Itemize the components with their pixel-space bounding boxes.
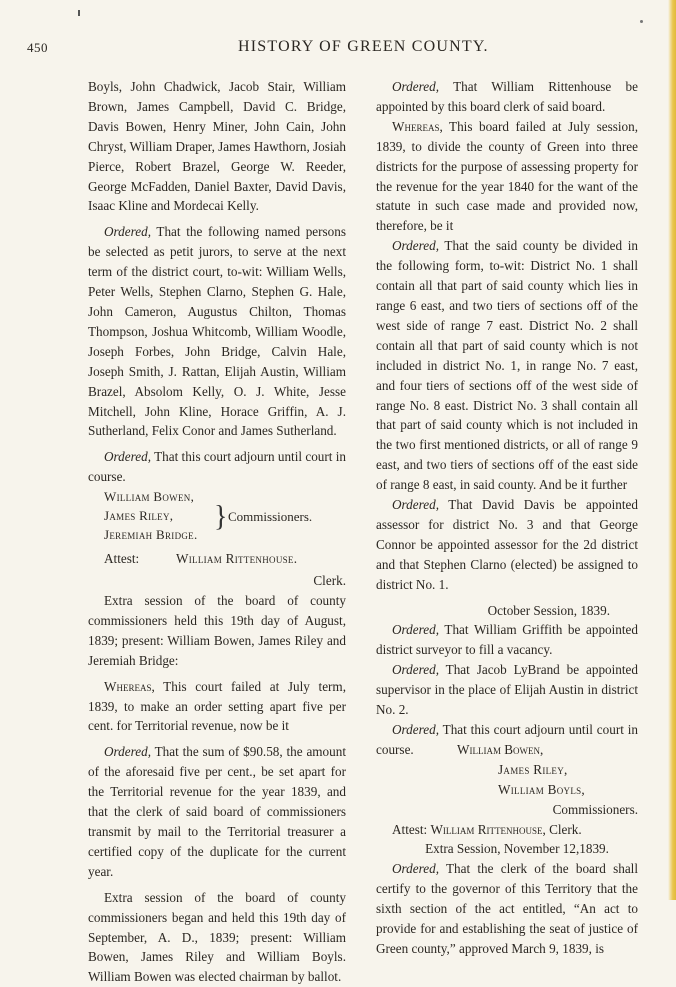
paragraph	[376, 859, 638, 959]
ordered-lead: Ordered,	[104, 449, 151, 465]
paragraph-text: That this court adjourn until court in course.	[88, 449, 346, 485]
attest-title: Clerk.	[549, 821, 582, 837]
attest-line	[88, 549, 346, 571]
ordered-lead: Ordered,	[392, 722, 439, 737]
ordered-lead: Ordered,	[392, 662, 439, 678]
paragraph: Extra session of the board of county commissioners began and held this 19th day of September, A. D., 1839; present: William Bowen, James Riley and William Boyls. William Bowen was elected chairman by ballot.	[88, 889, 346, 985]
paragraph-text: That William Griffith be appointed district surveyor to fill a vacancy.	[376, 622, 638, 658]
paragraph: Boyls, John Chadwick, Jacob Stair, William Brown, James Campbell, David C. Bridge, Davis Bowen, Henry Miner, John Cain, John Chryst, William Draper, James Hawthorn, Josiah Pierce, Robert Brazel, George W. Reeder, George McFadden, Daniel Baxter, David Davis, Isaac Kline and Mordecai Kelly.	[88, 79, 347, 214]
commissioners-signature	[88, 487, 346, 549]
attest-title: Clerk.	[313, 573, 346, 589]
whereas-lead: Whereas,	[392, 118, 443, 134]
print-speck	[640, 20, 643, 23]
ordered-lead: Ordered,	[392, 622, 439, 638]
session-heading: October Session, 1839.	[487, 602, 610, 618]
signatory-name: James Riley,	[104, 508, 174, 524]
ordered-lead: Ordered,	[104, 224, 151, 240]
signatory-name: William Boyls,	[498, 781, 586, 797]
page-number: 450	[27, 40, 48, 55]
attest-label: Attest:	[104, 551, 140, 567]
paragraph-text: This board failed at July session, 1839, to divide the county of Green into three districts for the purpose of assessing property for the revenue for the year 1840 for the want of the statute in such case made and provided now, therefore, be it	[376, 118, 638, 234]
signatory-role: Commissioners.	[228, 509, 313, 525]
signatory-role: Commissioners.	[552, 801, 638, 817]
signatory-name: Jeremiah Bridge.	[104, 527, 198, 543]
paragraph-text: That the clerk of the board shall certify to the governor of this Territory that the sixth section of the act entitled, “An act to provide for and establishing the seat of justice of Green county,” approved March 9, 1839, is	[376, 861, 639, 956]
paragraph	[376, 720, 638, 760]
paragraph-text: That the following named persons be selected as petit jurors, to serve at the next term of the district court, to-wit: William Wells, Peter Wells, Stephen Clarno, Stephen G. Hale, John Cameron, Augustus Chilton, Thomas Thompson, Joshua Whitcomb, William Woodle, Joseph Forbes, John Bridge, Calvin Hale, Joseph Smith, J. Rattan, Elijah Austin, William Brazel, Absolom Kelly, O. J. White, Jesse Mitchell, John Kline, Horace Griffin, A. J. Sutherland, Felix Conor and James Sutherland.	[88, 224, 346, 439]
right-column	[376, 77, 638, 959]
paragraph-text: That Jacob LyBrand be appointed supervisor in the place of Elijah Austin in district No. 2.	[376, 662, 638, 718]
signatory-name: William Bowen,	[457, 741, 544, 757]
paragraph-text: This court failed at July term, 1839, to make an order setting apart five per cent. for Territorial revenue, now be it	[88, 678, 346, 734]
paragraph	[376, 660, 638, 720]
paragraph	[88, 677, 346, 737]
paragraph-text: That the sum of $90.58, the amount of the aforesaid five per cent., be set apart for the Territorial revenue for the year 1839, and that the clerk of said board of commissioners transmit by mail to the Territorial treasurer a certified copy of the duplicate for the current year.	[88, 744, 346, 879]
paragraph	[88, 222, 346, 441]
paragraph	[88, 742, 346, 881]
signatory-name: William Bowen,	[104, 489, 195, 505]
paragraph-text: That this court adjourn until court in course.	[376, 722, 638, 757]
paragraph	[376, 495, 638, 595]
paragraph-text: That David Davis be appointed assessor for district No. 3 and that George Connor be appointed assessor for the 2d district and that Stephen Clarno (elected) be assigned to district No. 1.	[376, 497, 638, 592]
ordered-lead: Ordered,	[392, 497, 439, 513]
attest-label: Attest:	[392, 821, 428, 837]
signatory-name: James Riley,	[498, 761, 568, 777]
brace-glyph: }	[214, 500, 228, 533]
paragraph-text: That the said county be divided in the following form, to-wit: District No. 1 shall contain all that part of said county which lies in range 6 east, and two tiers of sections off of the west side of range 7 east. District No. 2 shall contain all that part of said county which is not included in district No. 1, in range No. 7 east, and four tiers of sections off of the west side of range No. 8 east. District No. 3 shall contain all that part of said county which is not included in the two first mentioned districts, or all of range 9 east, and two tiers of sections off of the east side of range 8 east, in said county. And be it further	[376, 238, 638, 493]
running-head: HISTORY OF GREEN COUNTY.	[238, 38, 489, 55]
paragraph-text: That William Rittenhouse be appointed by this board clerk of said board.	[376, 79, 639, 114]
session-heading: Extra Session, November 12,1839.	[425, 841, 609, 857]
ordered-lead: Ordered,	[392, 79, 439, 94]
attest-name: William Rittenhouse,	[430, 821, 546, 837]
print-mark	[78, 10, 80, 16]
attest-name: William Rittenhouse.	[176, 551, 298, 567]
attest-line	[376, 820, 638, 840]
whereas-lead: Whereas,	[104, 678, 155, 694]
paragraph	[376, 117, 638, 236]
page-header	[0, 40, 676, 60]
page-edge	[668, 0, 676, 900]
left-column	[88, 77, 346, 987]
paragraph: Extra session of the board of county commissioners held this 19th day of August, 1839; present: William Bowen, James Riley and Jeremiah Bridge:	[88, 593, 346, 668]
ordered-lead: Ordered,	[392, 861, 439, 877]
paragraph	[88, 447, 346, 487]
paragraph	[376, 236, 638, 495]
ordered-lead: Ordered,	[392, 238, 439, 254]
paragraph	[376, 77, 638, 117]
paragraph	[376, 620, 638, 660]
ordered-lead: Ordered,	[104, 744, 151, 760]
